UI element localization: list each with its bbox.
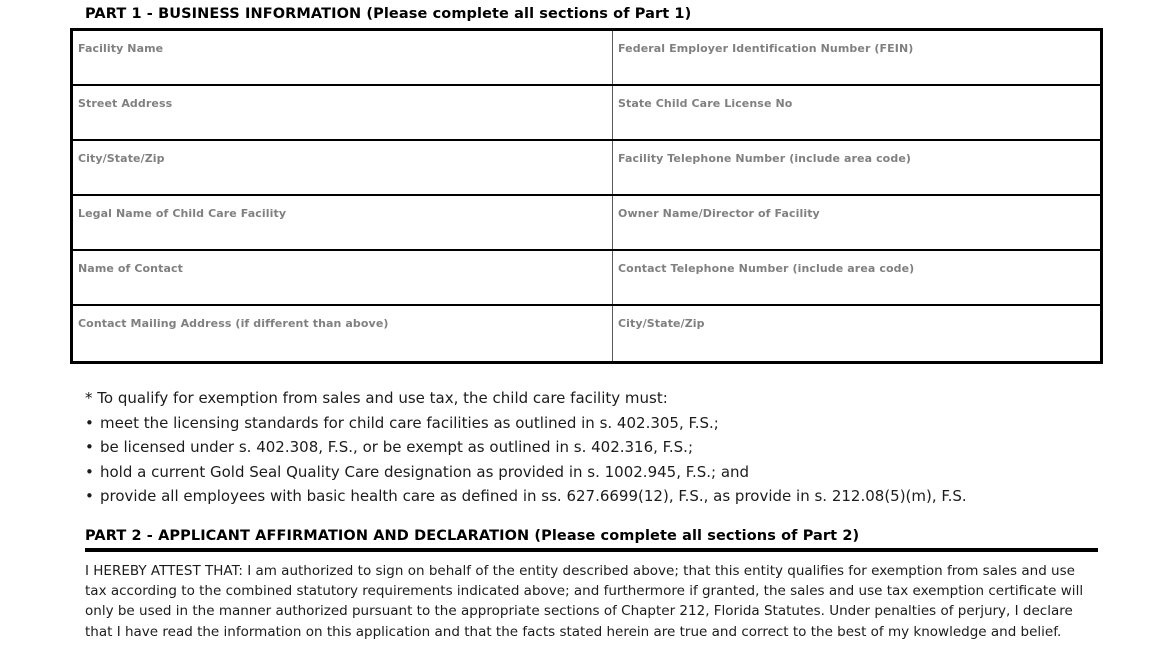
field-fein[interactable] — [613, 30, 1102, 85]
table-row — [72, 195, 1102, 250]
field-label: Owner Name/Director of Facility — [618, 206, 820, 220]
part2-heading: PART 2 - APPLICANT AFFIRMATION AND DECLARATION (Please complete all sections of Part 2) — [85, 528, 1098, 552]
qualification-bullet — [85, 484, 1160, 509]
table-row — [72, 140, 1102, 195]
table-row — [72, 30, 1102, 85]
field-label: City/State/Zip — [618, 316, 705, 330]
field-label: Name of Contact — [78, 261, 183, 275]
bullet-icon: • — [85, 438, 94, 457]
field-label: Contact Telephone Number (include area code) — [618, 261, 915, 275]
qualification-requirements — [85, 386, 1160, 509]
bullet-text: meet the licensing standards for child care facilities as outlined in s. 402.305, F.S.; — [100, 413, 719, 432]
bullet-icon: • — [85, 462, 94, 481]
qualification-bullet — [85, 411, 1160, 436]
table-row — [72, 305, 1102, 363]
bullet-text: provide all employees with basic health care as defined in ss. 627.6699(12), F.S., as provide in s. 212.08(5)(m), F.S. — [100, 487, 967, 506]
field-contact-name[interactable] — [72, 250, 613, 305]
qualification-bullet — [85, 460, 1160, 485]
table-row — [72, 250, 1102, 305]
field-contact-city-state-zip[interactable] — [613, 305, 1102, 363]
field-facility-telephone[interactable] — [613, 140, 1102, 195]
field-facility-name[interactable] — [72, 30, 613, 85]
field-street-address[interactable] — [72, 85, 613, 140]
field-owner-director-name[interactable] — [613, 195, 1102, 250]
field-label: Facility Telephone Number (include area code) — [618, 151, 912, 165]
part1-heading: PART 1 - BUSINESS INFORMATION (Please complete all sections of Part 1) — [85, 6, 692, 22]
field-label: State Child Care License No — [618, 96, 793, 110]
field-label: City/State/Zip — [78, 151, 165, 165]
table-row — [72, 85, 1102, 140]
affirmation-declaration-text: I HEREBY ATTEST THAT: I am authorized to sign on behalf of the entity described above; that this entity qualifies for exemption from sales and use tax according to the combined statutory requirements indicated above; and furthermore if granted, the sales and use tax exemption certificate will only be used in the manner authorized pursuant to the appropriate sections of Chapter 212, Florida Statutes. Under penalties of perjury, I declare that I have read the information on this application and that the facts stated herein are true and correct to the best of my knowledge and belief. — [85, 563, 1084, 640]
field-label: Facility Name — [78, 42, 164, 55]
bullet-text: be licensed under s. 402.308, F.S., or be exempt as outlined in s. 402.316, F.S.; — [100, 438, 694, 457]
field-contact-mailing-address[interactable] — [72, 305, 613, 363]
field-label: Contact Mailing Address (if different than above) — [78, 316, 389, 330]
bullet-icon: • — [85, 487, 94, 506]
field-label: Legal Name of Child Care Facility — [78, 206, 287, 220]
field-state-license-no[interactable] — [613, 85, 1102, 140]
field-legal-name[interactable] — [72, 195, 613, 250]
field-city-state-zip[interactable] — [72, 140, 613, 195]
business-info-table — [70, 28, 1103, 364]
qualification-bullet — [85, 435, 1160, 460]
bullet-text: hold a current Gold Seal Quality Care designation as provided in s. 1002.945, F.S.; and — [100, 462, 750, 481]
qualification-intro: * To qualify for exemption from sales and use tax, the child care facility must: — [85, 389, 668, 407]
field-label: Street Address — [78, 96, 173, 110]
bullet-icon: • — [85, 413, 94, 432]
field-contact-telephone[interactable] — [613, 250, 1102, 305]
field-label: Federal Employer Identification Number (FEIN) — [618, 42, 914, 55]
